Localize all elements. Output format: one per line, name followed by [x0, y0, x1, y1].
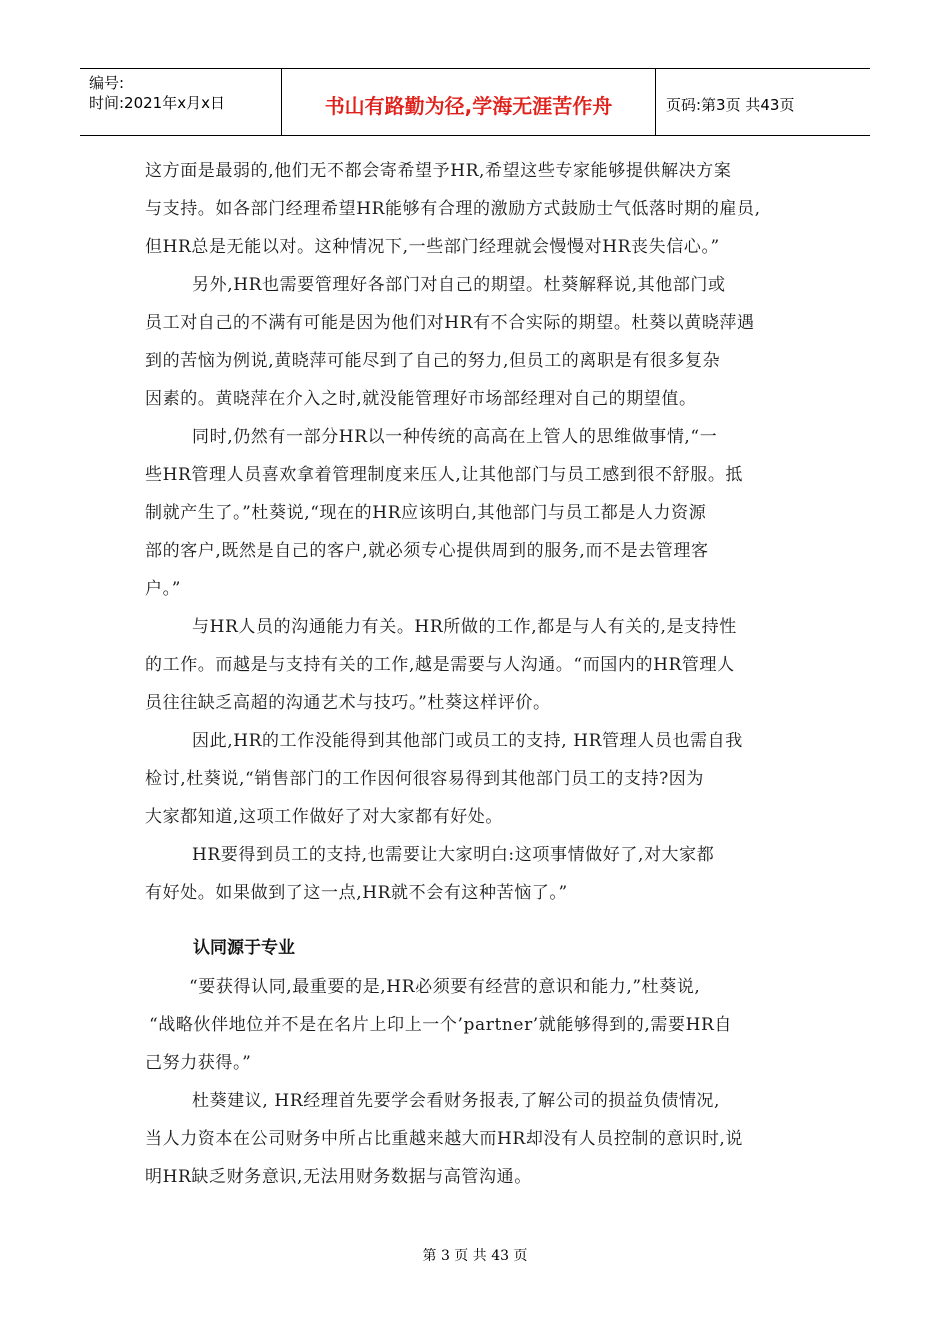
header-meta: [80, 69, 282, 135]
body-line: 到的苦恼为例说,黄晓萍可能尽到了自己的努力,但员工的离职是有很多复杂: [145, 351, 721, 371]
page-header: [80, 68, 870, 136]
body-line: 的工作。而越是与支持有关的工作,越是需要与人沟通。“而国内的HR管理人: [145, 655, 735, 675]
body-line: 因素的。黄晓萍在介入之时,就没能管理好市场部经理对自己的期望值。: [145, 389, 697, 409]
body-line: 户。”: [145, 579, 181, 599]
body-line: 有好处。如果做到了这一点,HR就不会有这种苦恼了。”: [145, 883, 568, 903]
body-line: 员工对自己的不满有可能是因为他们对HR有不合实际的期望。杜葵以黄晓萍遇: [145, 313, 755, 333]
body-line: 这方面是最弱的,他们无不都会寄希望予HR,希望这些专家能够提供解决方案: [145, 161, 732, 181]
body-line: HR要得到员工的支持,也需要让大家明白:这项事情做好了,对大家都: [192, 845, 715, 865]
header-slogan: 书山有路勤为径,学海无涯苦作舟: [282, 69, 656, 135]
header-page-info: 页码:第3页 共43页: [666, 95, 795, 114]
document-body: [145, 152, 815, 1196]
body-line: 明HR缺乏财务意识,无法用财务数据与高管沟通。: [145, 1167, 532, 1187]
document-date: 时间:2021年x月x日: [89, 94, 225, 112]
body-line: 员往往缺乏高超的沟通艺术与技巧。”杜葵这样评价。: [145, 693, 551, 713]
body-line: 同时,仍然有一部分HR以一种传统的高高在上管人的思维做事情,“一: [192, 427, 718, 447]
section-heading: 认同源于专业: [193, 938, 295, 958]
body-line: 己努力获得。”: [145, 1053, 252, 1073]
page-footer: 第 3 页 共 43 页: [422, 1248, 528, 1264]
body-line: 制就产生了。”杜葵说,“现在的HR应该明白,其他部门与员工都是人力资源: [145, 503, 707, 523]
body-line: 与HR人员的沟通能力有关。HR所做的工作,都是与人有关的,是支持性: [192, 617, 737, 637]
body-line: 当人力资本在公司财务中所占比重越来越大而HR却没有人员控制的意识时,说: [145, 1129, 744, 1149]
document-code-label: 编号:: [89, 74, 125, 92]
body-line: “战略伙伴地位并不是在名片上印上一个’partner’就能够得到的,需要HR自: [149, 1015, 733, 1035]
section-gap: [145, 912, 815, 928]
body-line: 检讨,杜葵说,“销售部门的工作因何很容易得到其他部门员工的支持?因为: [145, 769, 705, 789]
body-line: “要获得认同,最重要的是,HR必须要有经营的意识和能力,”杜葵说,: [189, 977, 701, 997]
body-line: 但HR总是无能以对。这种情况下,一些部门经理就会慢慢对HR丧失信心。”: [145, 237, 720, 257]
body-line: 大家都知道,这项工作做好了对大家都有好处。: [145, 807, 504, 827]
body-line: 部的客户,既然是自己的客户,就必须专心提供周到的服务,而不是去管理客: [145, 541, 709, 561]
body-line: 些HR管理人员喜欢拿着管理制度来压人,让其他部门与员工感到很不舒服。抵: [145, 465, 744, 485]
body-line: 杜葵建议, HR经理首先要学会看财务报表,了解公司的损益负债情况,: [192, 1091, 721, 1111]
body-line: 另外,HR也需要管理好各部门对自己的期望。杜葵解释说,其他部门或: [192, 275, 726, 295]
body-line: 与支持。如各部门经理希望HR能够有合理的激励方式鼓励士气低落时期的雇员,: [145, 199, 761, 219]
body-line: 因此,HR的工作没能得到其他部门或员工的支持, HR管理人员也需自我: [192, 731, 743, 751]
